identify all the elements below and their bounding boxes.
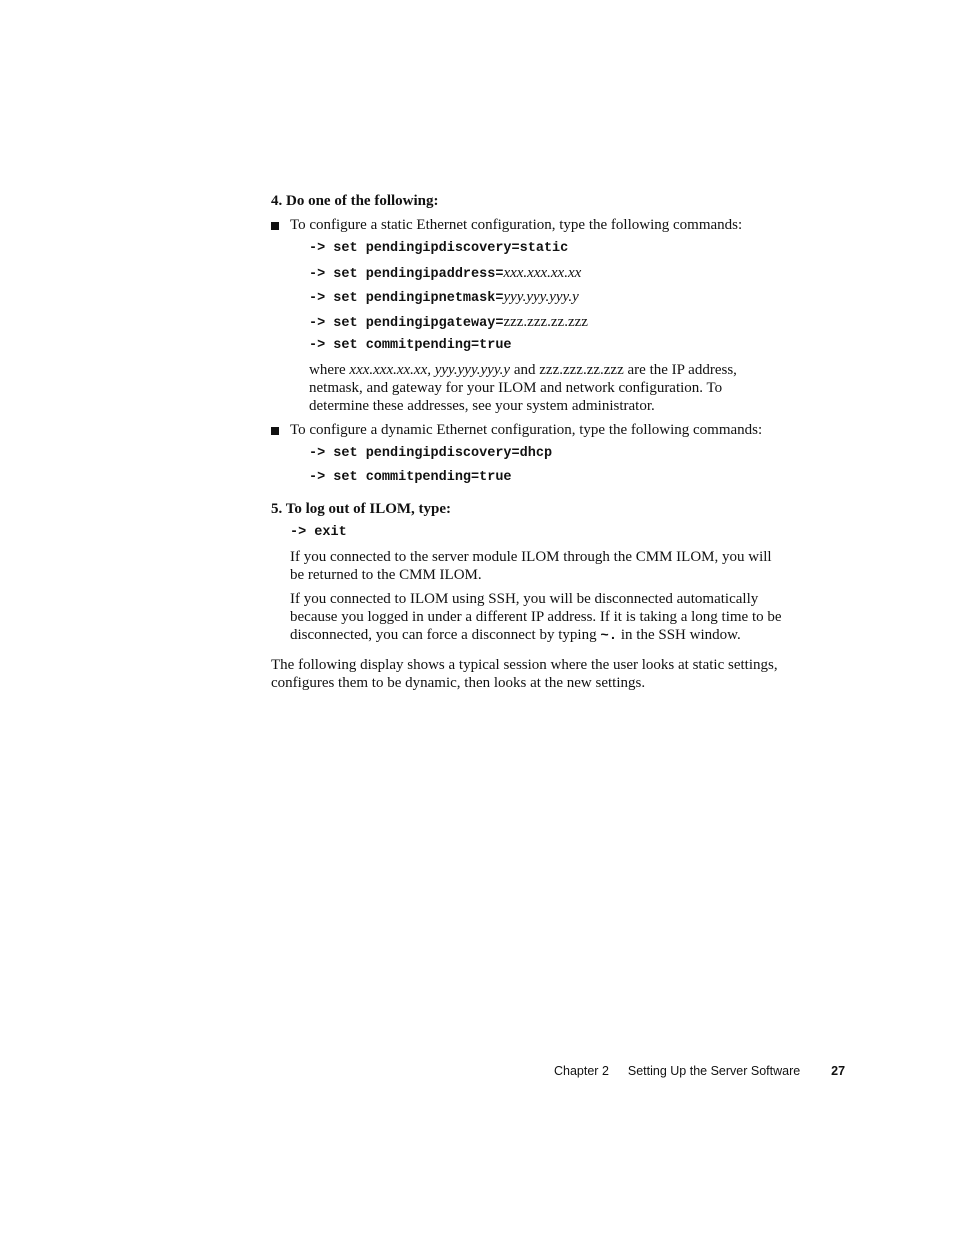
- step-4-heading: [271, 192, 439, 210]
- where-rest: are the IP address,: [623, 362, 737, 378]
- footer-chapter-title: Setting Up the Server Software: [627, 1064, 801, 1078]
- where-line-1: [309, 361, 737, 379]
- command-text: -> set pendingipgateway=: [309, 316, 504, 331]
- closing-line-1: The following display shows a typical session where the user looks at static settings,: [271, 657, 778, 673]
- bullet-square-icon: [271, 222, 279, 230]
- command-text: -> set pendingipdiscovery=dhcp: [309, 446, 553, 461]
- command-variable: zzz.zzz.zz.zzz: [503, 314, 588, 330]
- command-line: [309, 313, 588, 331]
- closing-paragraph: [271, 656, 778, 692]
- command-line: [309, 288, 579, 306]
- command-text: -> set pendingipdiscovery=static: [309, 241, 569, 256]
- page-footer: [554, 1064, 845, 1078]
- where-and: and: [510, 362, 540, 378]
- step-5-heading: [271, 500, 451, 518]
- ssh-line-3: [290, 626, 782, 645]
- command-text: -> set commitpending=true: [309, 338, 512, 353]
- closing-line-2: configures them to be dynamic, then looks at the new settings.: [271, 675, 646, 691]
- ssh-paragraph: [290, 590, 782, 645]
- cmm-paragraph: [290, 548, 772, 584]
- command-line: [309, 445, 552, 463]
- dynamic-config-bullet-text: To configure a dynamic Ethernet configuration, type the following commands:: [290, 422, 763, 438]
- command-variable: yyy.yyy.yyy.y: [503, 289, 579, 305]
- ssh-line-2: because you logged in under a different IP address. If it is taking a long time to be: [290, 609, 782, 625]
- where-paragraph: [309, 361, 737, 415]
- command-variable: xxx.xxx.xx.xx: [503, 265, 582, 281]
- command-line: [309, 240, 568, 258]
- where-line-3: determine these addresses, see your system administrator.: [309, 398, 655, 414]
- static-config-bullet-text: To configure a static Ethernet configuration, type the following commands:: [290, 217, 743, 233]
- ssh-line-3-text: disconnected, you can force a disconnect by typing: [290, 627, 601, 643]
- bullet-square-icon: [271, 427, 279, 435]
- command-text: -> set commitpending=true: [309, 470, 512, 485]
- exit-command: -> exit: [290, 525, 347, 540]
- ssh-line-3-end: in the SSH window.: [617, 627, 741, 643]
- command-line: [309, 337, 512, 355]
- where-line-2: netmask, and gateway for your ILOM and network configuration. To: [309, 380, 723, 396]
- variable-netmask: yyy.yyy.yyy.y: [434, 362, 511, 378]
- step-number: 4.: [271, 193, 283, 209]
- step-title: To log out of ILOM, type:: [285, 501, 452, 517]
- footer-chapter: Chapter 2: [554, 1064, 609, 1078]
- step-title: Do one of the following:: [286, 193, 439, 209]
- cmm-line-1: If you connected to the server module ILOM through the CMM ILOM, you will: [290, 549, 772, 565]
- step-number: 5.: [271, 501, 283, 517]
- command-text: -> set pendingipaddress=: [309, 267, 504, 282]
- command-text: -> set pendingipnetmask=: [309, 291, 504, 306]
- ssh-line-1: If you connected to ILOM using SSH, you will be disconnected automatically: [290, 591, 759, 607]
- where-prefix: where: [309, 362, 350, 378]
- command-line: [309, 264, 581, 282]
- variable-gateway: zzz.zzz.zz.zzz: [539, 362, 624, 378]
- footer-page-number: 27: [831, 1064, 846, 1078]
- cmm-line-2: be returned to the CMM ILOM.: [290, 567, 482, 583]
- command-line: [309, 469, 512, 487]
- variable-ip: xxx.xxx.xx.xx,: [349, 362, 431, 378]
- disconnect-sequence-code: ~.: [600, 628, 618, 644]
